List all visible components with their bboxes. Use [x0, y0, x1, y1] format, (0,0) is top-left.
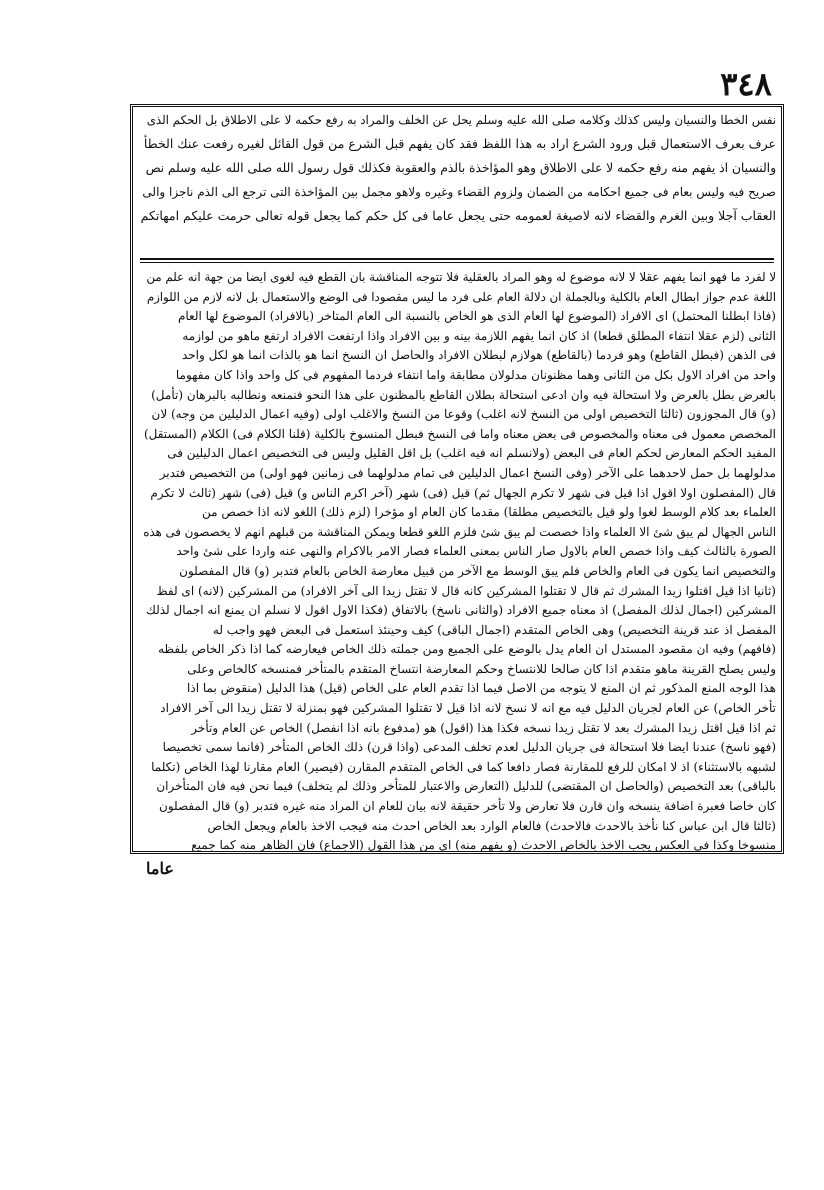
- text-line: صريح فيه وليس بعام فى جميع احكامه من الضمان ولزوم القضاء وغيره ولاهو مجمل بين المؤاخذة التى ترجع الى الذم ناجزا والى: [142, 185, 776, 199]
- text-line: (ثالثا قال ابن عباس كنا نأخذ بالاحدث فالاحدث) فالعام الوارد بعد الخاص احدث منه فيجب الاخذ بالعام ويجعل الخاص: [207, 818, 776, 833]
- text-line: كان خاصا فعبرة اضافة ينسخه وان قارن فلا تعارض ولا تأخر حقيقة لانه بيان للعام ان المراد منه غيره فتدبر (و) قال المفصلون: [159, 799, 776, 814]
- text-line: (ثانيا اذا قيل اقتلوا زيدا المشرك ثم قال لا تقتلوا المشركين كانه قال لا تقتل زيدا الى آخر الافراد) من المشركين (لانه) اى لفظ: [156, 583, 776, 598]
- text-line: تأخر الخاص) عن العام لجريان الدليل فيه مع انه لا نسخ لانه اذا قيل لا تقتلوا المشركين فهو بمنزلة لا تقتل زيدا الى آخر الافراد: [160, 701, 776, 716]
- text-line: نفس الخطا والنسيان وليس كذلك وكلامه صلى الله عليه وسلم يحل عن الخلف والمراد به رفع حكمه لا على الاطلاق بل الحكم الذى: [146, 113, 776, 127]
- text-line: (فهو ناسخ) عندنا ايضا فلا استحالة فى جريان الدليل لعدم تخلف المدعى (واذا قرن) ذلك الخاص المتأخر (فانما سمى تخصيصا: [162, 740, 776, 755]
- text-line: المخصص معمول فى معناه والمخصوص فى بعض معناه واما فى النسخ فبطل المنسوخ بالكلية (قلنا الكلام فى) الكلام (المستقل): [143, 426, 776, 441]
- text-line: ثم اذا قيل اقتل زيدا المشرك بعد لا تقتل زيدا نسخه فكذا هذا (اقول) هو (مدفوع بانه اذا انفصل) الخاص عن العام وتأخر: [191, 720, 776, 735]
- catchword: عاما: [146, 859, 174, 878]
- text-line: الناس الجهال لم يبق شئ الا العلماء واذا خصصت لم يبق شئ فلزم اللغو قطعا ويمكن المناقشة من قبلهم انهم لا يخصصون فى هذه: [143, 524, 776, 539]
- text-line: (فاذا ابطلنا المحتمل) اى الافراد (الموضوع لها العام الذى هو الخاص بالنسبة الى العام المتاخر (بالافراد) الموضوع لها العام: [177, 309, 776, 324]
- text-line: المشركين (اجمال لذلك المفصل) اذ معناه جميع الافراد (والثانى ناسخ) بالاتفاق (فكذا الاول اقول لا نسلم ان يمنع انه اجمال لذلك: [145, 603, 776, 618]
- text-line: العقاب آجلا وبين الغرم والقضاء لانه لاصيغة لعمومه حتى يجعل عاما فى كل حكم كما يجعل قوله تعالى حرمت عليكم امهاتكم: [140, 208, 776, 223]
- text-line: (و) قال المجوزون (ثالثا التخصيص اولى من النسخ لانه اغلب) وقوعا من النسخ والاغلب اولى (وفيه اعمال الدليلين من وجه) لان: [151, 407, 776, 422]
- text-line: عرف بعرف الاستعمال قبل ورود الشرع اراد به هذا اللفظ فقد كان يفهم قبل الشرع من قول القائل لغيره رفعت عنك الخطأ: [143, 136, 776, 151]
- text-line: قال (المفصلون اولا اقول اذا قيل فى شهر لا تكرم الجهال ثم) قيل (فى) شهر (آخر اكرم الناس و) قيل (فى) شهر (ثالث لا تكرم: [150, 485, 776, 500]
- text-line: العلماء بعد كلام الوسط لغوا ولو قيل بالتخصيص مطلقا) مقدما كان العام او مؤخرا (لزم ذلك) اللغو لانه اذا خصص من: [201, 505, 776, 520]
- text-line: بالعرض بطل بالعرض ولا استحالة فيه وان ادعى استحالة بطلان القاطع بالمظنون على هذا النحو فنمنعه ونطالبه بالبرهان (تأمل): [151, 387, 776, 402]
- text-line: واحد من افراد الاول بكل من الثانى وهما مظنونان مدلولان مطابقة واما انتفاء فردما المفهوم فى كل واحد واذا كان مفهوما: [175, 367, 776, 382]
- text-line: اللغة عدم جواز ابطال العام بالكلية وبالجملة ان دلالة العام على فرد ما ليس مقصودا فى الوضع والاستعمال بل لانه لازم من اللوازم: [146, 289, 776, 304]
- text-line: مدلولهما بل حمل لاحدهما على الآخر (وفى النسخ اعمال الدليلين فى تمام مدلولهما فى زمانين فهو اولى) من التخصيص فتدبر: [159, 465, 776, 480]
- text-line: لا لفرد ما فهو انما يفهم عقلا لا لانه موضوع له وهو المراد بالعقلية فلا تتوجه المناقشة بان القطع فيه لغوى ايضا من جهة انه علم من: [146, 270, 776, 284]
- separator-line-thin: [140, 262, 774, 263]
- text-line: وليس يصلح القرينة ماهو متقدم اذا كان صالحا للانتساخ وحكم المعارضة انتساخ المتقدم بالمتأخر فمنسخه كالخاص وعلى: [187, 661, 776, 676]
- commentary-block: [138, 108, 776, 252]
- text-line: الثانى (لزم عقلا انتفاء المطلق قطعا) اذ كان انما يفهم اللازمة بينه و بين الافراد واذا ارتفعت الافراد ارتفع ماهو من لوازمه: [182, 328, 776, 343]
- page-number: ٣٤٨: [720, 65, 772, 103]
- separator-line: [140, 258, 774, 260]
- text-line: فى الذهن (فبطل القاطع) وهو فردما (بالقاطع) هولازم لبطلان الافراد والحاصل ان النسخ انما هو بالذات انما هو لكل واحد: [181, 348, 776, 363]
- text-line: والنسيان اذ يفهم منه رفع حكمه لا على الاطلاق وهو المؤاخذة بالذم والعقوبة فكذلك قول رسول الله صلى الله عليه وسلم نص: [145, 161, 776, 175]
- text-line: بالباقى) بعد التخصيص (والحاصل ان المقتضى) للدليل (التعارض والاعتبار للمتأخر وذلك لم يتخلف) فيما نحن فيه فان المتأخران: [156, 779, 776, 794]
- text-line: المفصل اذ عند قرينة التخصيص) وهى الخاص المتقدم (اجمال الباقى) كيف وحينئذ استعمل فى البعض فهو واجب له: [212, 622, 776, 637]
- text-line: (فافهم) وفيه ان مقصود المستدل ان العام يدل بالوضع على الجميع ومن جملته ذلك الخاص فيعارضه كما اذا ذكر الخاص بلفظه: [158, 642, 776, 657]
- text-line: المفيد الحكم المعارض لحكم العام فى البعض (ولانسلم انه فيه اغلب) بل اقل القليل وليس فى التخصيص اعمال الدليلين فى: [167, 446, 776, 461]
- text-line: الصورة بالثالث كيف واذا خصص العام بالاول صار الناس بمعنى العلماء فصار الامر بالاكرام والنهى عنه واردا على شئ واحد: [176, 544, 776, 559]
- main-text-block: [138, 268, 776, 853]
- text-line: هذا الوجه المنع المذكور ثم ان المنع لا يتوجه من الاصل فيما اذا تقدم العام على الخاص (قيل) هذا الدليل (منقوض بما اذا: [187, 681, 776, 696]
- text-line: لشبهه بالاستثناء) اذ لا امكان للرفع للمقارنة فصار دافعا كما فى الخاص المتقدم المقارن (فيصير) العام مقارنا لهذا الخاص (تكلما: [151, 759, 776, 774]
- text-line: منسوخا وكذا فى العكس يجب الاخذ بالخاص الاحدث (و يفهم منه) اى من هذا القول (الاجماع) فان الظاهر منه كما جميع: [191, 838, 776, 853]
- text-line: والتخصيص انما يكون فى العام والخاص فلم يبق الوسط مع الآخر من قبيل معارضة الخاص بالعام فتدبر (و) قال المفصلون: [179, 563, 776, 578]
